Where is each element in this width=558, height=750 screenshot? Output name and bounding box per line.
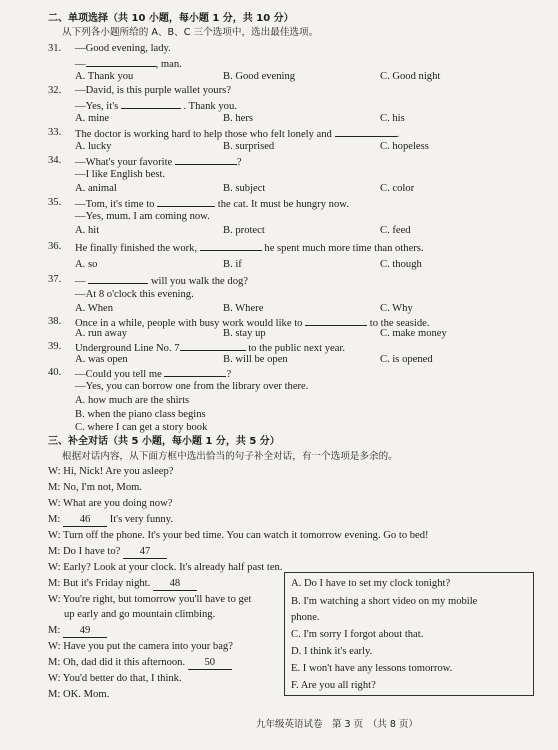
q36-option-c[interactable]: C. though <box>380 259 422 270</box>
dialogue-line: W: You're right, but tomorrow you'll have to get <box>48 594 252 605</box>
dialogue-blank-47[interactable]: 47 <box>123 545 167 559</box>
q39-option-c[interactable]: C. is opened <box>380 354 433 365</box>
dialogue-options-box <box>284 572 534 696</box>
q37-line2: —At 8 o'clock this evening. <box>75 289 194 300</box>
dialogue-line: M: No, I'm not, Mom. <box>48 482 143 493</box>
q32-option-a[interactable]: A. mine <box>75 113 110 124</box>
q37-option-c[interactable]: C. Why <box>380 303 413 314</box>
q35-line2: —Yes, mum. I am coming now. <box>75 211 210 222</box>
section-3-instruction: 根据对话内容，从下面方框中选出恰当的句子补全对话，有一个选项是多余的。 <box>62 451 398 462</box>
q39-line1: Underground Line No. 7 to the public next year. <box>75 340 345 355</box>
q31-line1: —Good evening, lady. <box>75 43 171 54</box>
dialogue-line: W: Have you put the camera into your bag? <box>48 641 233 652</box>
q34-line1: —What's your favorite ? <box>75 154 242 169</box>
dialogue-option-b[interactable]: B. I'm watching a short video on my mobile <box>291 596 478 607</box>
q32-line2: —Yes, it's . Thank you. <box>75 98 237 113</box>
q35-line1: —Tom, it's time to the cat. It must be hungry now. <box>75 196 349 211</box>
q32-option-c[interactable]: C. his <box>380 113 405 124</box>
question-34-num: 34. <box>48 155 62 166</box>
question-31: 31. <box>48 43 62 54</box>
dialogue-line-48: M: But it's Friday night. 48 <box>48 577 197 591</box>
dialogue-line: up early and go mountain climbing. <box>64 609 216 620</box>
answer-blank[interactable] <box>86 56 156 67</box>
q36-option-a[interactable]: A. so <box>75 259 98 270</box>
question-35-num: 35. <box>48 197 62 208</box>
q35-option-a[interactable]: A. hit <box>75 225 100 236</box>
question-38-num: 38. <box>48 316 62 327</box>
answer-blank[interactable] <box>121 98 181 109</box>
q33-option-c[interactable]: C. hopeless <box>380 141 429 152</box>
dialogue-line: W: Hi, Nick! Are you asleep? <box>48 466 174 477</box>
answer-blank[interactable] <box>175 154 237 165</box>
question-36-num: 36. <box>48 241 62 252</box>
q39-option-b[interactable]: B. will be open <box>223 354 288 365</box>
dialogue-blank-48[interactable]: 48 <box>153 577 197 591</box>
q31-option-a[interactable]: A. Thank you <box>75 71 134 82</box>
dialogue-blank-46[interactable]: 46 <box>63 513 107 527</box>
page-footer: 九年级英语试卷 第 3 页 （共 8 页） <box>256 719 418 730</box>
section-3-heading: 三、补全对话（共 5 小题，每小题 1 分，共 5 分） <box>48 436 280 447</box>
section-2-instruction: 从下列各小题所给的 A、B、C 三个选项中，选出最佳选项。 <box>62 27 319 38</box>
question-40-num: 40. <box>48 367 62 378</box>
dialogue-line: W: Early? Look at your clock. It's already half past ten. <box>48 562 283 573</box>
q37-line1: — will you walk the dog? <box>75 273 248 288</box>
dialogue-option-e[interactable]: E. I won't have any lessons tomorrow. <box>291 663 453 674</box>
q38-option-c[interactable]: C. make money <box>380 328 447 339</box>
q38-option-b[interactable]: B. stay up <box>223 328 266 339</box>
answer-blank[interactable] <box>305 315 367 326</box>
dialogue-option-d[interactable]: D. I think it's early. <box>291 646 373 657</box>
dialogue-line-49: M: 49 <box>48 624 107 638</box>
q40-option-c[interactable]: C. where I can get a story book <box>75 422 208 433</box>
answer-blank[interactable] <box>200 240 262 251</box>
q34-line2: —I like English best. <box>75 169 166 180</box>
dialogue-line-46: M: 46 It's very funny. <box>48 514 173 525</box>
q37-option-b[interactable]: B. Where <box>223 303 264 314</box>
q40-option-a[interactable]: A. how much are the shirts <box>75 395 190 406</box>
dialogue-blank-49[interactable]: 49 <box>63 624 107 638</box>
question-32-num: 32. <box>48 85 62 96</box>
answer-blank[interactable] <box>335 126 397 137</box>
dialogue-line-47: M: Do I have to? 47 <box>48 545 167 559</box>
q37-option-a[interactable]: A. When <box>75 303 114 314</box>
q34-option-a[interactable]: A. animal <box>75 183 117 194</box>
dialogue-line: W: What are you doing now? <box>48 498 173 509</box>
dialogue-blank-50[interactable]: 50 <box>188 656 232 670</box>
q31-option-b[interactable]: B. Good evening <box>223 71 296 82</box>
q31-line2: — , man. <box>75 56 182 71</box>
q34-option-b[interactable]: B. subject <box>223 183 266 194</box>
q35-option-b[interactable]: B. protect <box>223 225 265 236</box>
dialogue-line: M: OK. Mom. <box>48 689 110 700</box>
q33-line1: The doctor is working hard to help those who felt lonely and . <box>75 126 399 141</box>
q31-option-c[interactable]: C. Good night <box>380 71 441 82</box>
section-2-heading: 二、单项选择（共 10 小题，每小题 1 分，共 10 分） <box>48 13 294 24</box>
q36-option-b[interactable]: B. if <box>223 259 242 270</box>
q33-option-a[interactable]: A. lucky <box>75 141 112 152</box>
answer-blank[interactable] <box>88 273 148 284</box>
question-39-num: 39. <box>48 341 62 352</box>
dialogue-line: W: Turn off the phone. It's your bed time. You can watch it tomorrow evening. Go to bed! <box>48 530 429 541</box>
q32-line1: —David, is this purple wallet yours? <box>75 85 231 96</box>
answer-blank[interactable] <box>164 366 226 377</box>
q35-option-c[interactable]: C. feed <box>380 225 411 236</box>
dialogue-option-c[interactable]: C. I'm sorry I forgot about that. <box>291 629 424 640</box>
q36-line1: He finally finished the work, he spent much more time than others. <box>75 240 424 255</box>
q34-option-c[interactable]: C. color <box>380 183 415 194</box>
answer-blank[interactable] <box>157 196 215 207</box>
q38-option-a[interactable]: A. run away <box>75 328 128 339</box>
answer-blank[interactable] <box>180 340 246 351</box>
q39-option-a[interactable]: A. was open <box>75 354 128 365</box>
dialogue-line: W: You'd better do that, I think. <box>48 673 182 684</box>
q40-option-b[interactable]: B. when the piano class begins <box>75 409 206 420</box>
q40-line2: —Yes, you can borrow one from the library over there. <box>75 381 309 392</box>
dialogue-option-f[interactable]: F. Are you all right? <box>291 680 376 691</box>
dialogue-option-a[interactable]: A. Do I have to set my clock tonight? <box>291 578 451 589</box>
dialogue-option-b-cont: phone. <box>291 612 320 623</box>
q32-option-b[interactable]: B. hers <box>223 113 254 124</box>
q33-option-b[interactable]: B. surprised <box>223 141 275 152</box>
q38-line1: Once in a while, people with busy work would like to to the seaside. <box>75 315 429 330</box>
q40-line1: —Could you tell me ? <box>75 366 231 381</box>
question-37-num: 37. <box>48 274 62 285</box>
dialogue-line-50: M: Oh, dad did it this afternoon. 50 <box>48 656 232 670</box>
question-33-num: 33. <box>48 127 62 138</box>
